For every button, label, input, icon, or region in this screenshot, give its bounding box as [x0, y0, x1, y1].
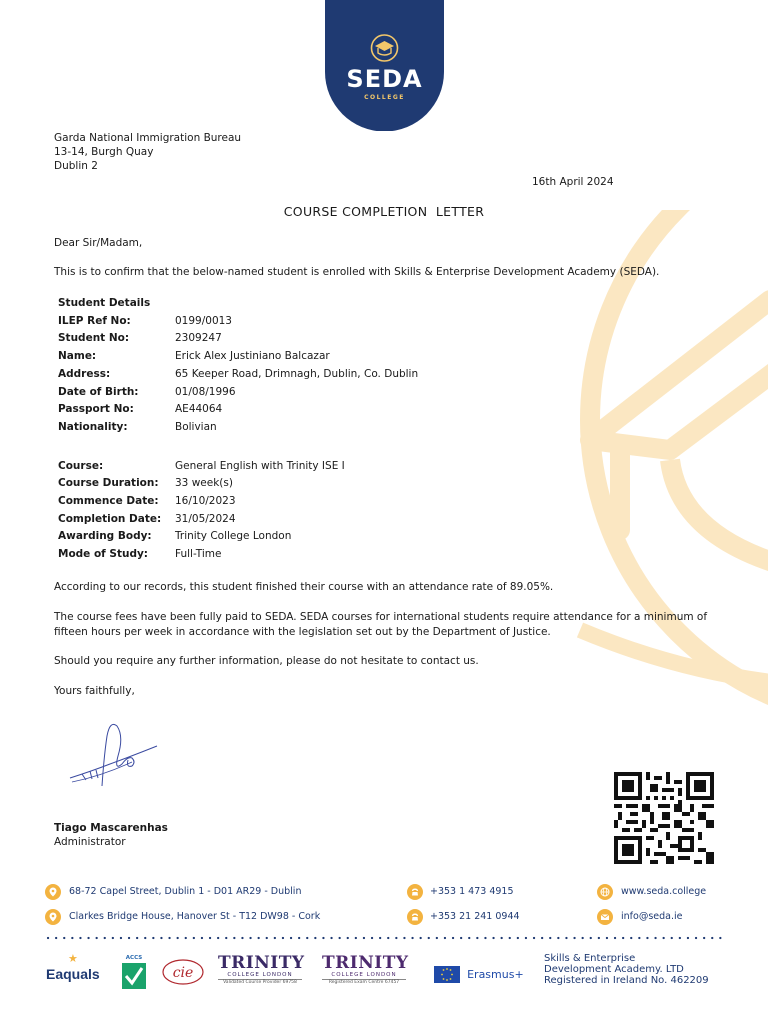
footer-website[interactable]: www.seda.college [621, 886, 707, 897]
letter-date: 16th April 2024 [532, 176, 614, 188]
student-no-label: Student No: [58, 332, 130, 344]
completion-label: Completion Date: [58, 513, 162, 525]
seda-registration [544, 953, 709, 986]
eaquals-label: Eaquals [46, 966, 100, 982]
seda-reg-line-3: Registered in Ireland No. 462209 [544, 975, 709, 986]
commence-value: 16/10/2023 [175, 495, 236, 507]
phone-icon [407, 909, 423, 925]
attendance-paragraph: According to our records, this student finished their course with an attendance rate of 89.05%. [54, 581, 554, 593]
signatory-role: Administrator [54, 836, 126, 848]
letter-title: COURSE COMPLETION LETTER [283, 204, 485, 219]
mode-label: Mode of Study: [58, 548, 149, 560]
recipient-line-2: 13-14, Burgh Quay [54, 146, 154, 158]
footer-address-dublin: 68-72 Capel Street, Dublin 1 - D01 AR29 - Dublin [69, 886, 302, 897]
signature [62, 716, 162, 796]
closing: Yours faithfully, [54, 685, 135, 697]
completion-value: 31/05/2024 [175, 513, 236, 525]
logo-wordmark: SEDA [346, 65, 423, 93]
globe-icon [597, 884, 613, 900]
ilep-label: ILEP Ref No: [58, 315, 131, 327]
trinity-sub: COLLEGE LONDON [331, 972, 397, 978]
passport-label: Passport No: [58, 403, 134, 415]
eaquals-logo [46, 952, 100, 982]
erasmus-logo [434, 964, 524, 983]
intro-paragraph: This is to confirm that the below-named student is enrolled with Skills & Enterprise Development Academy (SEDA). [54, 266, 660, 278]
greeting: Dear Sir/Madam, [54, 237, 143, 249]
duration-value: 33 week(s) [175, 477, 233, 489]
duration-label: Course Duration: [58, 477, 159, 489]
commence-label: Commence Date: [58, 495, 159, 507]
ilep-value: 0199/0013 [175, 315, 232, 327]
course-label: Course: [58, 460, 104, 472]
recipient-line-1: Garda National Immigration Bureau [54, 132, 242, 144]
footer-address-cork: Clarkes Bridge House, Hanover St - T12 DW98 - Cork [69, 911, 321, 922]
cie-logo [162, 958, 204, 986]
name-label: Name: [58, 350, 97, 362]
seda-reg-line-1: Skills & Enterprise [544, 953, 636, 964]
mail-icon [597, 909, 613, 925]
phone-icon [407, 884, 423, 900]
location-pin-icon [45, 884, 61, 900]
nationality-value: Bolivian [175, 421, 217, 433]
contact-paragraph: Should you require any further information, please do not hesitate to contact us. [54, 655, 479, 667]
trinity-name: TRINITY [322, 953, 409, 973]
qr-code [614, 772, 714, 864]
recipient-line-3: Dublin 2 [54, 160, 98, 172]
footer-divider [46, 935, 722, 941]
address-label: Address: [58, 368, 111, 380]
erasmus-label: Erasmus+ [467, 968, 524, 981]
awarding-value: Trinity College London [175, 530, 292, 542]
star-icon: ★ [68, 952, 78, 965]
trinity-logo-validated [218, 953, 305, 985]
logo-subtitle: COLLEGE [364, 94, 405, 101]
course-value: General English with Trinity ISE I [175, 460, 345, 472]
checkmark-icon [122, 963, 146, 989]
trinity-note: Validated Course Provider 69758 [218, 979, 302, 985]
trinity-name: TRINITY [218, 953, 305, 973]
location-pin-icon [45, 909, 61, 925]
accs-logo [122, 955, 146, 989]
mode-value: Full-Time [175, 548, 222, 560]
footer-phone-cork: +353 21 241 0944 [430, 911, 520, 922]
footer-email[interactable]: info@seda.ie [621, 911, 683, 922]
trinity-note: Registered Exam Centre 67457 [322, 979, 406, 985]
fees-paragraph: The course fees have been fully paid to SEDA. SEDA courses for international students require attendance for a minimum of fifteen hours per week in accordance with the legislation set out by the Department of Justice. [54, 611, 708, 638]
trinity-logo-exam-centre [322, 953, 409, 985]
accs-label: ACCS [125, 955, 143, 961]
seda-reg-line-2: Development Academy. LTD [544, 964, 684, 975]
trinity-sub: COLLEGE LONDON [227, 972, 293, 978]
address-value: 65 Keeper Road, Drimnagh, Dublin, Co. Dublin [175, 368, 419, 380]
nationality-label: Nationality: [58, 421, 128, 433]
dob-value: 01/08/1996 [175, 386, 236, 398]
student-no-value: 2309247 [175, 332, 222, 344]
svg-text:cie: cie [172, 965, 194, 981]
passport-value: AE44064 [175, 403, 223, 415]
footer-phone-dublin: +353 1 473 4915 [430, 886, 514, 897]
student-details-heading: Student Details [58, 297, 151, 309]
awarding-label: Awarding Body: [58, 530, 152, 542]
signatory-name: Tiago Mascarenhas [54, 822, 168, 834]
dob-label: Date of Birth: [58, 386, 139, 398]
name-value: Erick Alex Justiniano Balcazar [175, 350, 330, 362]
eu-flag-icon [434, 966, 460, 983]
